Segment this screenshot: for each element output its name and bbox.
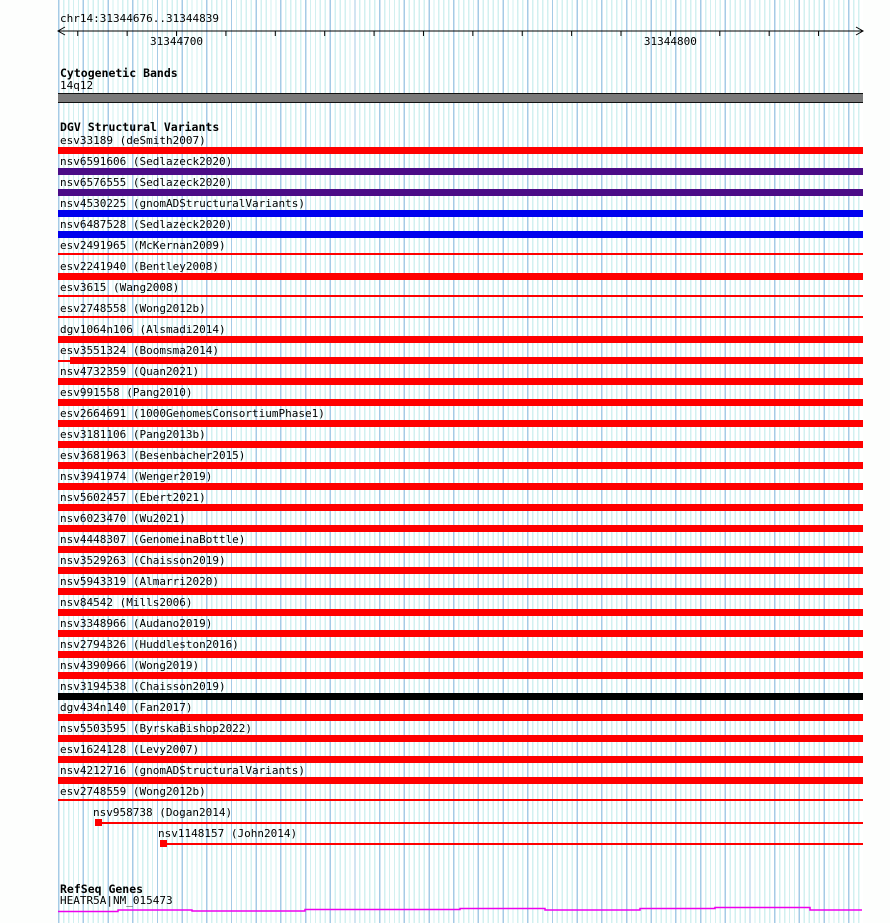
variant-label: nsv1148157 (John2014): [158, 827, 298, 840]
variant-label: nsv4390966 (Wong2019): [60, 659, 200, 672]
refseq-track-header: RefSeq Genes: [60, 882, 144, 896]
variant-label: nsv5602457 (Ebert2021): [60, 491, 206, 504]
cytobands-track-header: Cytogenetic Bands: [60, 66, 178, 80]
region-label: chr14:31344676..31344839: [60, 12, 219, 25]
variant-label: esv2748559 (Wong2012b): [60, 785, 206, 798]
dgv-track-header: DGV Structural Variants: [60, 120, 220, 134]
variant-label: esv2664691 (1000GenomesConsortiumPhase1): [60, 407, 325, 420]
variant-label: nsv6487528 (Sedlazeck2020): [60, 218, 233, 231]
variant-label: nsv3348966 (Audano2019): [60, 617, 213, 630]
variant-label: nsv6023470 (Wu2021): [60, 512, 186, 525]
cytoband-name-label: 14q12: [60, 79, 94, 92]
variant-label: esv3615 (Wang2008): [60, 281, 180, 294]
variant-label: esv2241940 (Bentley2008): [60, 260, 219, 273]
variant-label: nsv3941974 (Wenger2019): [60, 470, 213, 483]
variant-label: esv2491965 (McKernan2009): [60, 239, 226, 252]
variant-label: nsv4732359 (Quan2021): [60, 365, 200, 378]
variant-label: nsv6576555 (Sedlazeck2020): [60, 176, 233, 189]
variant-label: nsv958738 (Dogan2014): [93, 806, 233, 819]
variant-label: esv991558 (Pang2010): [60, 386, 193, 399]
variant-label: nsv4448307 (GenomeinaBottle): [60, 533, 246, 546]
variant-label: nsv3194538 (Chaisson2019): [60, 680, 226, 693]
ruler-tick-label: 31344700: [150, 35, 204, 48]
variant-label: esv3551324 (Boomsma2014): [60, 344, 219, 357]
variant-label: nsv5503595 (ByrskaBishop2022): [60, 722, 253, 735]
variant-label: esv1624128 (Levy2007): [60, 743, 200, 756]
variant-label: dgv1064n106 (Alsmadi2014): [60, 323, 226, 336]
variant-label: esv33189 (deSmith2007): [60, 134, 206, 147]
variant-label: nsv84542 (Mills2006): [60, 596, 193, 609]
variant-label: nsv6591606 (Sedlazeck2020): [60, 155, 233, 168]
ruler-tick-label: 31344800: [643, 35, 697, 48]
gene-name-label: HEATR5A|NM_015473: [60, 894, 173, 907]
variant-label: nsv4212716 (gnomADStructuralVariants): [60, 764, 306, 777]
variant-label: nsv5943319 (Almarri2020): [60, 575, 219, 588]
variant-label: esv3181106 (Pang2013b): [60, 428, 206, 441]
variant-label: nsv2794326 (Huddleston2016): [60, 638, 239, 651]
variant-label: esv3681963 (Besenbacher2015): [60, 449, 246, 462]
variant-label: esv2748558 (Wong2012b): [60, 302, 206, 315]
variant-label: dgv434n140 (Fan2017): [60, 701, 193, 714]
variant-label: nsv4530225 (gnomADStructuralVariants): [60, 197, 306, 210]
variant-label: nsv3529263 (Chaisson2019): [60, 554, 226, 567]
